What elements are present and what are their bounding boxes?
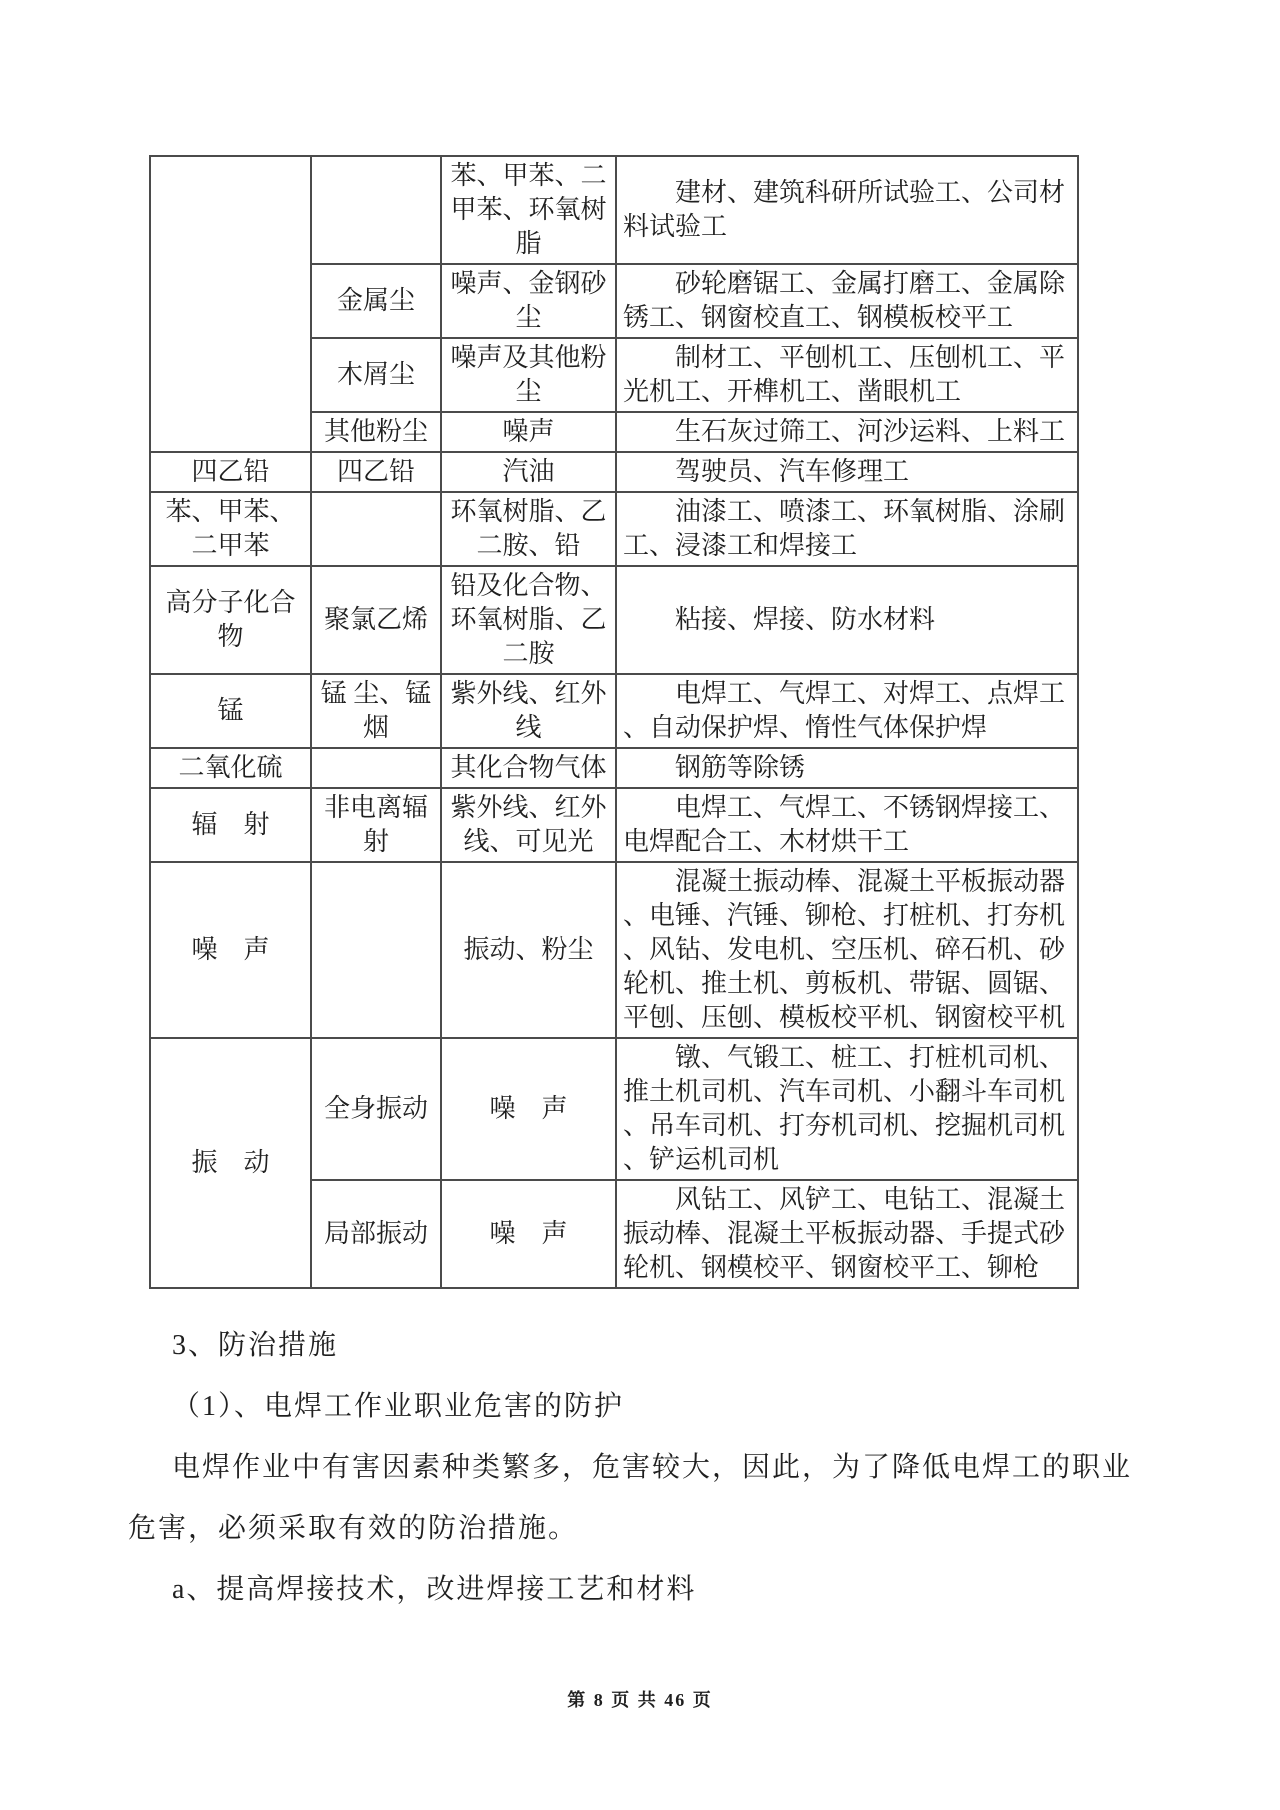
cell-hazard-subtype xyxy=(311,492,441,566)
cell-hazard-subtype: 金属尘 xyxy=(311,264,441,338)
hazard-table xyxy=(149,155,1079,1289)
cell-hazard-category: 锰 xyxy=(150,674,311,748)
cell-co-hazard: 紫外线、红外线 xyxy=(441,674,616,748)
cell-hazard-subtype: 全身振动 xyxy=(311,1038,441,1180)
cell-affected-workers: 镦、气锻工、桩工、打桩机司机、推土机司机、汽车司机、小翻斗车司机、吊车司机、打夯机司机、挖掘机司机、铲运机司机 xyxy=(616,1038,1078,1180)
page-footer: 第 8 页 共 46 页 xyxy=(567,1690,713,1710)
list-item-a: a、提高焊接技术，改进焊接工艺和材料 xyxy=(172,1574,697,1605)
cell-affected-workers: 生石灰过筛工、河沙运料、上料工 xyxy=(616,412,1078,452)
cell-hazard-subtype xyxy=(311,862,441,1038)
table-row xyxy=(150,156,1078,264)
cell-co-hazard: 紫外线、红外线、可见光 xyxy=(441,788,616,862)
cell-hazard-subtype: 四乙铅 xyxy=(311,452,441,492)
cell-hazard-subtype: 聚氯乙烯 xyxy=(311,566,441,674)
cell-co-hazard: 噪声、金钢砂尘 xyxy=(441,264,616,338)
table-row xyxy=(150,674,1078,748)
table-row xyxy=(150,1038,1078,1180)
cell-hazard-subtype: 非电离辐射 xyxy=(311,788,441,862)
cell-hazard-category: 辐 射 xyxy=(150,788,311,862)
cell-affected-workers: 钢筋等除锈 xyxy=(616,748,1078,788)
cell-co-hazard: 环氧树脂、乙二胺、铅 xyxy=(441,492,616,566)
cell-hazard-category: 二氧化硫 xyxy=(150,748,311,788)
body-text-block xyxy=(128,1315,1150,1620)
cell-affected-workers: 驾驶员、汽车修理工 xyxy=(616,452,1078,492)
body-paragraph: 电焊作业中有害因素种类繁多，危害较大，因此，为了降低电焊工的职业危害，必须采取有效的防治措施。 xyxy=(128,1452,1133,1544)
cell-hazard-category xyxy=(150,156,311,452)
cell-affected-workers: 电焊工、气焊工、对焊工、点焊工、自动保护焊、惰性气体保护焊 xyxy=(616,674,1078,748)
cell-hazard-subtype: 其他粉尘 xyxy=(311,412,441,452)
table-row xyxy=(150,492,1078,566)
cell-hazard-subtype: 锰 尘、锰 烟 xyxy=(311,674,441,748)
cell-hazard-category: 四乙铅 xyxy=(150,452,311,492)
cell-co-hazard: 其化合物气体 xyxy=(441,748,616,788)
cell-affected-workers: 混凝土振动棒、混凝土平板振动器、电锤、汽锤、铆枪、打桩机、打夯机、风钻、发电机、空压机、碎石机、砂轮机、推土机、剪板机、带锯、圆锯、平刨、压刨、模板校平机、钢窗校平机 xyxy=(616,862,1078,1038)
section-heading: 3、防治措施 xyxy=(172,1330,339,1361)
cell-hazard-subtype: 木屑尘 xyxy=(311,338,441,412)
cell-co-hazard: 振动、粉尘 xyxy=(441,862,616,1038)
cell-co-hazard: 苯、甲苯、二甲苯、环氧树脂 xyxy=(441,156,616,264)
cell-hazard-category: 振 动 xyxy=(150,1038,311,1288)
cell-affected-workers: 制材工、平刨机工、压刨机工、平光机工、开榫机工、凿眼机工 xyxy=(616,338,1078,412)
cell-co-hazard: 铅及化合物、环氧树脂、乙二胺 xyxy=(441,566,616,674)
cell-hazard-category: 噪 声 xyxy=(150,862,311,1038)
table-row xyxy=(150,452,1078,492)
cell-affected-workers: 建材、建筑科研所试验工、公司材料试验工 xyxy=(616,156,1078,264)
cell-hazard-category: 苯、甲苯、二甲苯 xyxy=(150,492,311,566)
table-row xyxy=(150,862,1078,1038)
cell-co-hazard: 噪 声 xyxy=(441,1180,616,1288)
cell-co-hazard: 噪声及其他粉尘 xyxy=(441,338,616,412)
cell-hazard-category: 高分子化合物 xyxy=(150,566,311,674)
cell-co-hazard: 噪 声 xyxy=(441,1038,616,1180)
cell-co-hazard: 汽油 xyxy=(441,452,616,492)
cell-hazard-subtype xyxy=(311,156,441,264)
table-row xyxy=(150,748,1078,788)
cell-hazard-subtype: 局部振动 xyxy=(311,1180,441,1288)
cell-hazard-subtype xyxy=(311,748,441,788)
table-row xyxy=(150,566,1078,674)
cell-affected-workers: 油漆工、喷漆工、环氧树脂、涂刷工、浸漆工和焊接工 xyxy=(616,492,1078,566)
cell-affected-workers: 电焊工、气焊工、不锈钢焊接工、电焊配合工、木材烘干工 xyxy=(616,788,1078,862)
cell-affected-workers: 风钻工、风铲工、电钻工、混凝土振动棒、混凝土平板振动器、手提式砂轮机、钢模校平、钢窗校平工、铆枪 xyxy=(616,1180,1078,1288)
cell-affected-workers: 粘接、焊接、防水材料 xyxy=(616,566,1078,674)
subsection-heading: （1）、电焊工作业职业危害的防护 xyxy=(172,1391,625,1422)
cell-co-hazard: 噪声 xyxy=(441,412,616,452)
table-row xyxy=(150,788,1078,862)
cell-affected-workers: 砂轮磨锯工、金属打磨工、金属除锈工、钢窗校直工、钢模板校平工 xyxy=(616,264,1078,338)
